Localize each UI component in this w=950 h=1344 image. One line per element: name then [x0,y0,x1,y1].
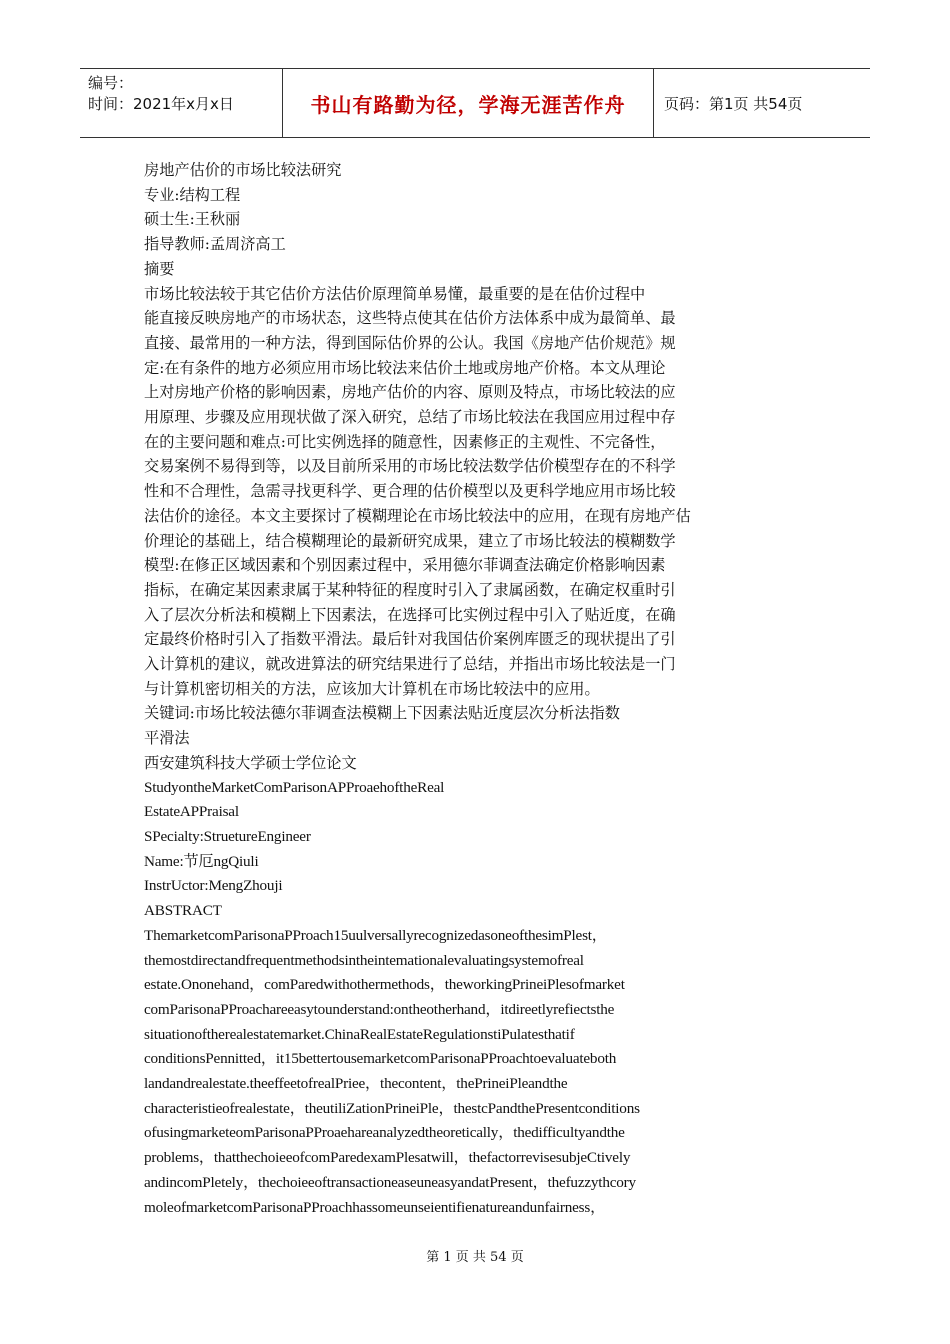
body-text-line: 西安建筑科技大学硕士学位论文 [144,753,357,772]
body-text-line: 指标，在确定某因素隶属于某种特征的程度时引入了隶属函数，在确定权重时引 [144,580,676,599]
page-footer: 第 1 页 共 54 页 [426,1250,524,1265]
body-text-line: moleofmarketcomParisonaPProachhassomeunseientifienatureandunfairness， [144,1198,606,1216]
page-header [80,68,870,138]
body-text-line: 直接、最常用的一种方法，得到国际估价界的公认。我国《房地产估价规范》规 [144,333,676,352]
body-text-line: ThemarketcomParisonaPProach15uulversallyrecognizedasoneofthesimPlest， [144,926,607,944]
body-text-line: 市场比较法较于其它估价方法估价原理简单易懂，最重要的是在估价过程中 [144,284,646,303]
body-text-line: 定最终价格时引入了指数平滑法。最后针对我国估价案例库匮乏的现状提出了引 [144,630,676,649]
body-text-line: andincomPletely，thechoieeoftransactioneaseuneasyandatPresent，thefuzzythcory [144,1173,636,1191]
body-text-line: ABSTRACT [144,902,222,920]
body-text-line: 专业:结构工程 [144,185,241,204]
body-text-line: 法估价的途径。本文主要探讨了模糊理论在市场比较法中的应用，在现有房地产估 [144,506,691,525]
body-text-line: 价理论的基础上，结合模糊理论的最新研究成果，建立了市场比较法的模糊数学 [144,531,676,550]
body-text-line: 定:在有条件的地方必须应用市场比较法来估价土地或房地产价格。本文从理论 [144,358,666,377]
body-text-line: 能直接反映房地产的市场状态，这些特点使其在估价方法体系中成为最简单、最 [144,309,676,328]
body-text-line: 在的主要问题和难点:可比实例选择的随意性，因素修正的主观性、不完备性， [144,432,666,451]
body-text-line: problems，thatthechoieeofcomParedexamPlesatwill，thefactorrevisesubjeCtively [144,1149,631,1167]
body-text-line: InstrUctor:MengZhouji [144,877,283,895]
body-text-line: conditionsPennitted，it15bettertousemarketcomParisonaPProachtoevaluateboth [144,1050,617,1068]
body-text-line: ofusingmarketeomParisonaPProaehareanalyzedtheoretically，thedifficultyandthe [144,1124,625,1142]
header-page-cell [654,69,870,137]
body-text-line: StudyontheMarketComParisonAPProaehoftheReal [144,778,445,796]
body-text-line: 与计算机密切相关的方法，应该加大计算机在市场比较法中的应用。 [144,679,600,698]
body-text-line: 房地产估价的市场比较法研究 [144,161,342,179]
body-text-line: comParisonaPProachareeasytounderstand:ontheotherhand，itdireetlyrefiectsthe [144,1000,615,1018]
document-number-label: 编号： [88,74,134,92]
body-text-line: characteristieofrealestate，theutiliZationPrineiPle，thestcPandthePresentconditions [144,1099,640,1117]
document-body [144,158,764,1220]
body-text-line: 关键词:市场比较法德尔菲调查法模糊上下因素法贴近度层次分析法指数 [144,704,620,723]
document-date-label: 时间：2021年x月x日 [88,95,234,113]
header-page-number: 页码：第1页 共54页 [664,94,803,113]
body-text-line: SPecialty:StruetureEngineer [144,827,311,845]
header-motto: 书山有路勤为径，学海无涯苦作舟 [310,92,626,117]
body-text-line: 上对房地产价格的影响因素，房地产估价的内容、原则及特点，市场比较法的应 [144,383,676,402]
body-text-line: 用原理、步骤及应用现状做了深入研究，总结了市场比较法在我国应用过程中存 [144,408,676,427]
body-text-line: landandrealestate.theeffeetofrealPriee，thecontent，thePrineiPleandthe [144,1075,568,1093]
body-text-line: 入计算机的建议，就改进算法的研究结果进行了总结，并指出市场比较法是一门 [144,655,676,674]
body-text-line: 指导教师:孟周济高工 [144,235,286,254]
header-left-cell [80,69,282,137]
body-text-line: EstateAPPraisal [144,803,239,821]
body-text-line: 摘要 [144,259,175,278]
body-text-line: Name:节厄ngQiuli [144,852,259,870]
header-motto-cell [282,69,654,137]
body-text-line: 交易案例不易得到等，以及目前所采用的市场比较法数学估价模型存在的不科学 [144,457,676,476]
body-text-line: situationoftherealestatemarket.ChinaRealEstateRegulationstiPulatesthatif [144,1025,575,1043]
body-text-line: 硕士生:王秋丽 [144,210,241,229]
body-text-line: 入了层次分析法和模糊上下因素法，在选择可比实例过程中引入了贴近度，在确 [144,605,676,624]
body-text-line: 平滑法 [144,729,190,748]
body-text-line: themostdirectandfrequentmethodsintheintemationalevaluatingsystemofreal [144,951,584,969]
body-text-line: 模型:在修正区域因素和个别因素过程中，采用德尔菲调查法确定价格影响因素 [144,556,666,575]
body-text-line: estate.Ononehand，comParedwithothermethods，theworkingPrineiPlesofmarket [144,976,625,994]
body-text-line: 性和不合理性，急需寻找更科学、更合理的估价模型以及更科学地应用市场比较 [144,482,676,501]
